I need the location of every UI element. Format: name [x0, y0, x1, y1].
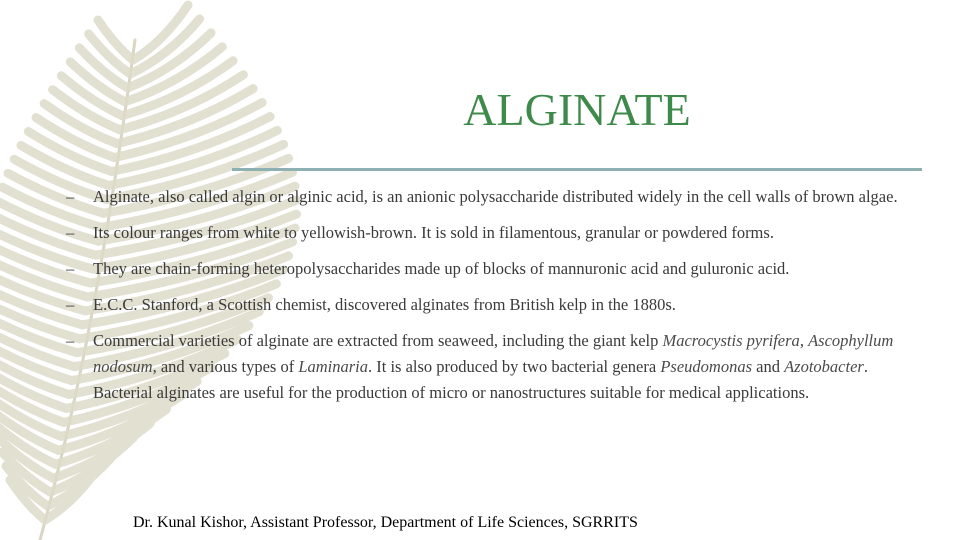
title-divider	[232, 168, 922, 171]
slide-title: ALGINATE	[463, 84, 691, 135]
bullet-item	[66, 292, 916, 318]
bullet-text: E.C.C. Stanford, a Scottish chemist, discovered alginates from British kelp in the 1880s.	[93, 295, 676, 314]
bullet-text-segment: . It is also produced by two bacterial genera	[368, 357, 661, 376]
bullet-dash: –	[66, 259, 75, 278]
bullet-item	[66, 256, 916, 282]
bullet-text: Alginate, also called algin or alginic acid, is an anionic polysaccharide distributed widely in the cell walls of brown algae.	[93, 187, 898, 206]
bullet-text: They are chain-forming heteropolysaccharides made up of blocks of mannuronic acid and guluronic acid.	[93, 259, 790, 278]
bullet-text-segment: and	[752, 357, 785, 376]
genus-name-laminaria: Laminaria	[298, 357, 369, 376]
bullet-text-segment: Commercial varieties of alginate are extracted from seaweed, including the giant kelp	[93, 331, 663, 350]
species-name-macrocystis: Macrocystis pyrifera	[662, 331, 800, 350]
bullet-item	[66, 328, 916, 406]
bullet-dash: –	[66, 223, 75, 242]
footer-credit: Dr. Kunal Kishor, Assistant Professor, Department of Life Sciences, SGRRITS	[133, 514, 638, 531]
bullet-list	[66, 184, 916, 416]
bullet-dash: –	[66, 295, 75, 314]
bullet-dash: –	[66, 187, 75, 206]
bullet-item	[66, 220, 916, 246]
bullet-text-segment: . Bacterial alginates are useful for the production of micro or nanostructures suitable for medical applications.	[93, 357, 868, 402]
bullet-text	[93, 331, 893, 402]
species-name-ascophyllum: Ascophyllum nodosum	[93, 331, 894, 376]
bullet-dash: –	[66, 331, 75, 350]
genus-name-azotobacter: Azotobacter	[784, 357, 864, 376]
bullet-text-segment: , and various types of	[152, 357, 299, 376]
genus-name-pseudomonas: Pseudomonas	[660, 357, 752, 376]
bullet-item	[66, 184, 916, 210]
bullet-text-segment: ,	[799, 331, 809, 350]
bullet-text: Its colour ranges from white to yellowish-brown. It is sold in filamentous, granular or powdered forms.	[93, 223, 774, 242]
